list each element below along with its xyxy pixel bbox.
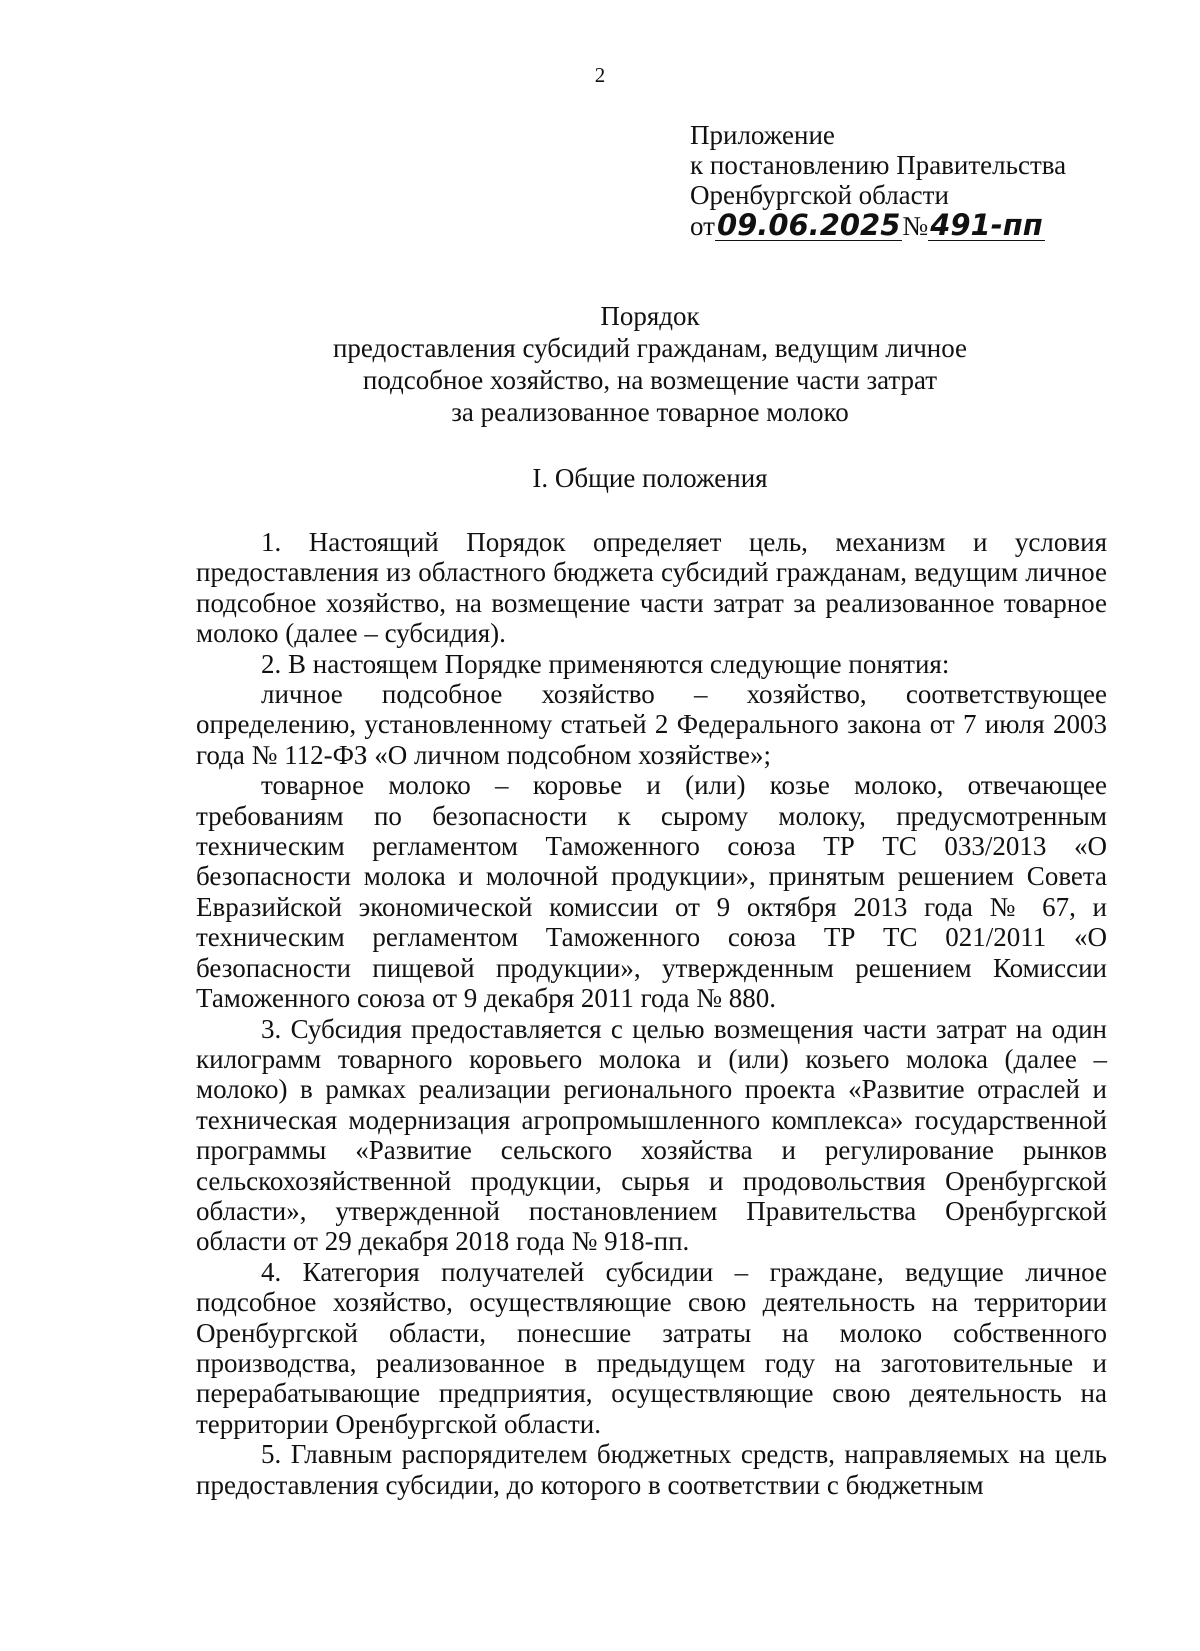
paragraph-4: 4. Категория получателей субсидии – граждане, ведущие личное подсобное хозяйство, осуществляющие свою деятельность на территории Оренбургской области, понесшие затраты на молоко собственного производства, реализованное в предыдущем году на заготовительные и перерабатывающие предприятия, осуществляющие свою деятельность на территории Оренбургской области. [196, 1256, 1107, 1439]
appendix-header [690, 120, 1066, 241]
title-line-2: предоставления субсидий гражданам, ведущим личное [332, 333, 968, 363]
handwritten-number: 491-пп [930, 208, 1043, 242]
definition-milk: товарное молоко – коровье и (или) козье молоко, отвечающее требованиям по безопасности к сырому молоку, предусмотренным техническим регламентом Таможенного союза ТР ТС 033/2013 «О безопасности молока и молочной продукции», принятым решением Совета Евразийской экономической комиссии от 9 октября 2013 года № 67, и техническим регламентом Таможенного союза ТР ТС 021/2011 «О безопасности пищевой продукции», утвержденным решением Комиссии Таможенного союза от 9 декабря 2011 года № 880. [196, 770, 1107, 1014]
appendix-region: Оренбургской области [690, 180, 949, 210]
body-text [196, 527, 1107, 1500]
date-prefix: от [690, 211, 715, 241]
paragraph-5: 5. Главным распорядителем бюджетных средств, направляемых на цель предоставления субсидии, до которого в соответствии с бюджетным [196, 1439, 1107, 1500]
title-line-1: Порядок [600, 301, 700, 331]
title-line-4: за реализованное товарное молоко [451, 397, 849, 427]
paragraph-2: 2. В настоящем Порядке применяются следующие понятия: [261, 648, 950, 679]
number-sign: № [902, 211, 929, 241]
appendix-title: Приложение [690, 120, 835, 150]
paragraph-1: 1. Настоящий Порядок определяет цель, механизм и условия предоставления из областного бюджета субсидий гражданам, ведущим личное подсобное хозяйство, на возмещение части затрат за реализованное товарное молоко (далее – субсидия). [196, 527, 1107, 649]
handwritten-date: 09.06.2025 [716, 208, 901, 242]
appendix-date-number-line [690, 210, 1066, 241]
paragraph-3: 3. Субсидия предоставляется с целью возмещения части затрат на один килограмм товарного коровьего молока и (или) козьего молока (далее – молоко) в рамках реализации регионального проекта «Развитие отраслей и техническая модернизация агропромышленного комплекса» государственной программы «Развитие сельского хозяйства и регулирование рынков сельскохозяйственной продукции, сырья и продовольствия Оренбургской области», утвержденной постановлением Правительства Оренбургской области от 29 декабря 2018 года № 918-пп. [196, 1013, 1107, 1257]
title-line-3: подсобное хозяйство, на возмещение части затрат [362, 365, 938, 395]
section-heading: I. Общие положения [532, 463, 768, 493]
appendix-resolution-ref: к постановлению Правительства [690, 150, 1067, 180]
page-number: 2 [594, 63, 606, 87]
definition-household: личное подсобное хозяйство – хозяйство, соответствующее определению, установленному статьей 2 Федерального закона от 7 июля 2003 года № 112-ФЗ «О личном подсобном хозяйстве»; [196, 679, 1107, 770]
document-title [0, 300, 1200, 428]
